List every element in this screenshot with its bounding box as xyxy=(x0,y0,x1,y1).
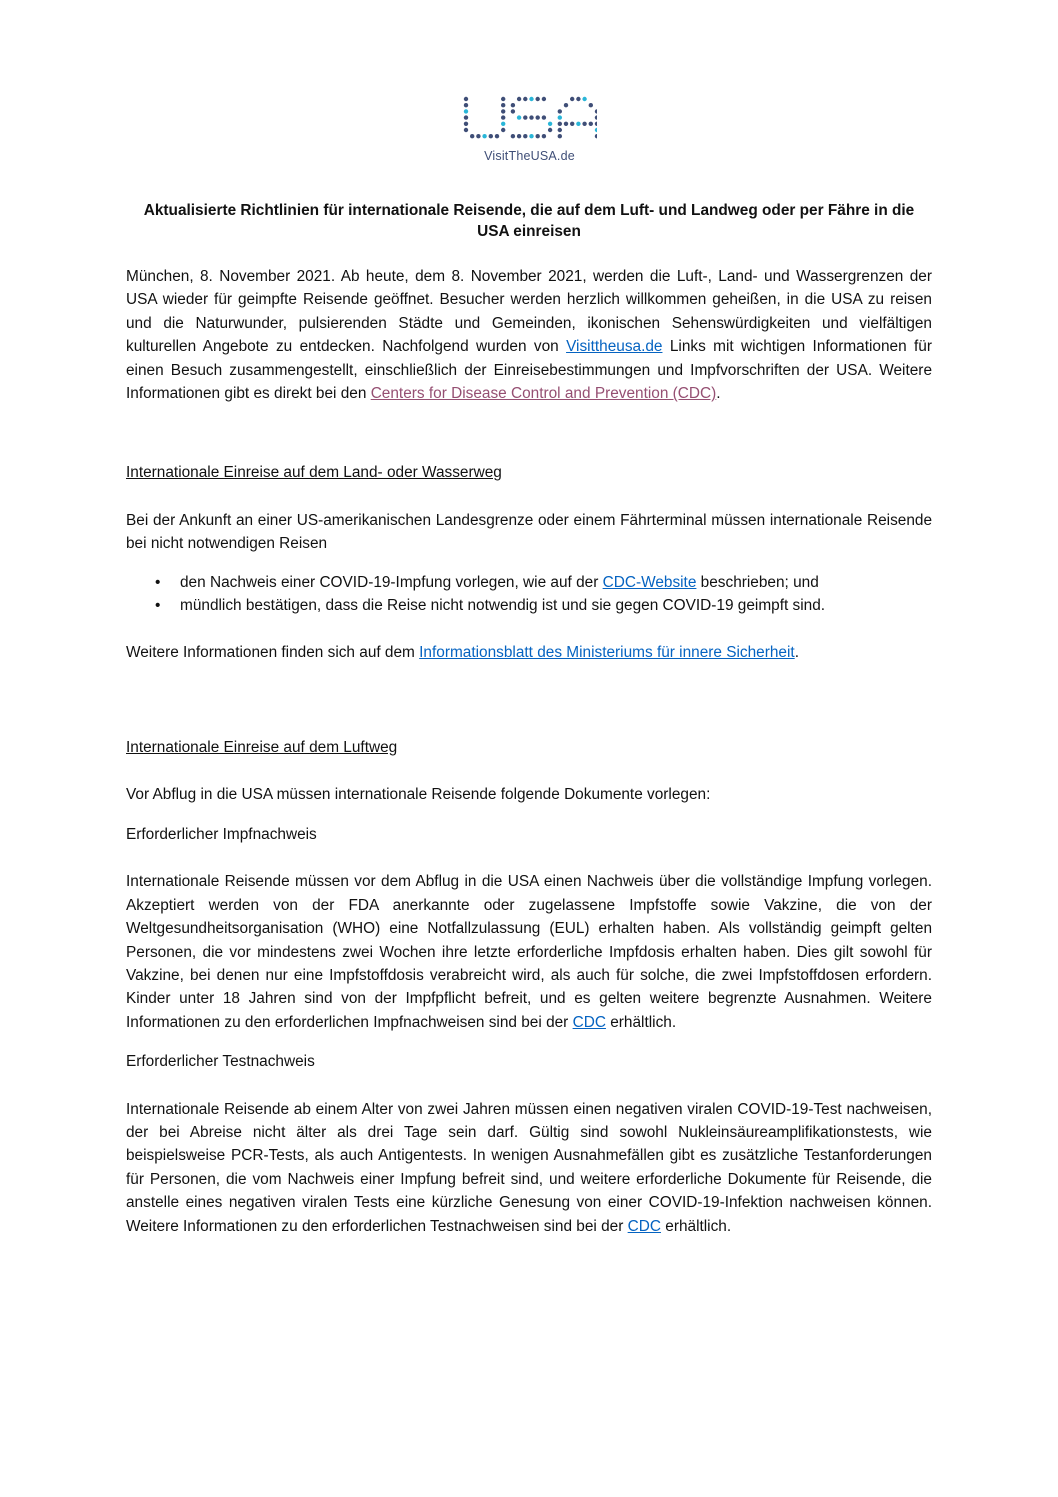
logo-dot xyxy=(476,134,480,138)
vaccination-paragraph: Internationale Reisende müssen vor dem Abflug in die USA einen Nachweis über die vollständige Impfung vorlegen. Akzeptiert werden von der FDA anerkannte oder zugelassene Impfstoffe sowie Vakzine, die von der Weltgesundheitsorganisation (WHO) eine Notfallzulassung (EUL) erhalten haben. Als vollständig geimpft gelten Personen, die vor mindestens zwei Wochen ihre letzte erforderliche Impfdosis erhalten haben. Dies gilt sowohl für Vakzine, bei denen nur eine Impfstoffdosis verabreicht wird, als auch für solche, die zwei Impfstoffdosen erfordern. Kinder unter 18 Jahren sind von der Impfpflicht befreit, und es gelten weitere begrenzte Ausnahmen. Weitere Informationen zu den erforderlichen Impfnachweisen sind bei der CDC erhältlich. xyxy=(126,873,932,1031)
logo-dot xyxy=(582,122,586,126)
intro-paragraph: München, 8. November 2021. Ab heute, dem 8. November 2021, werden die Luft-, Land- und Wassergrenzen der USA wieder für geimpfte Reisende geöffnet. Besucher werden herzlich willkommen geheißen, in die USA zu reisen und die Naturwunder, pulsierenden Städte und Gemeinden, ikonischen Sehenswürdigkeiten und vielfältigen kulturellen Angebote zu entdecken. Nachfolgend wurden von Visittheusa.de Links mit wichtigen Informationen für einen Besuch zusammengestellt, einschließlich der Einreisebestimmungen und Impfvorschriften der USA. Weitere Informationen gibt es direkt bei den Centers for Disease Control and Prevention (CDC). xyxy=(126,268,932,403)
heading-land-sea-entry: Internationale Einreise auf dem Land- oder Wasserweg xyxy=(126,464,502,482)
logo-dot xyxy=(464,109,468,113)
logo-dot xyxy=(501,97,505,101)
logo-dot xyxy=(464,115,468,119)
logo-dot xyxy=(464,122,468,126)
logo-dot xyxy=(564,122,568,126)
logo-dot xyxy=(529,97,533,101)
heading-air-entry: Internationale Einreise auf dem Luftweg xyxy=(126,739,398,757)
logo-dot xyxy=(548,122,552,126)
usa-dot-logo-icon xyxy=(462,93,597,145)
document-body xyxy=(126,265,932,1238)
logo-dot xyxy=(582,97,586,101)
logo-dot xyxy=(529,134,533,138)
logo-dot xyxy=(464,103,468,107)
logo-dot xyxy=(464,97,468,101)
logo-dot xyxy=(570,97,574,101)
bullet-icon: • xyxy=(155,573,161,591)
logo-dot xyxy=(501,115,505,119)
logo-dot xyxy=(482,134,486,138)
cdc-testing-link[interactable]: CDC xyxy=(627,1217,661,1235)
land-sea-more-info: Weitere Informationen finden sich auf dem Informationsblatt des Ministeriums für innere Sicherheit. xyxy=(126,643,799,661)
logo-dot xyxy=(464,128,468,132)
logo-dot xyxy=(536,134,540,138)
land-sea-requirements-list xyxy=(126,571,932,617)
list-item: • mündlich bestätigen, dass die Reise nicht notwendig ist und sie gegen COVID-19 geimpft sind. xyxy=(126,594,932,617)
logo-dot xyxy=(542,115,546,119)
visittheusa-logo xyxy=(462,93,597,165)
logo-dot xyxy=(548,128,552,132)
land-sea-paragraph: Bei der Ankunft an einer US-amerikanischen Landesgrenze oder einem Fährterminal müssen internationale Reisende bei nicht notwendigen Reisen xyxy=(126,511,932,553)
logo-dot xyxy=(536,97,540,101)
logo-dot xyxy=(595,122,597,126)
logo-dot xyxy=(542,97,546,101)
logo-dot xyxy=(558,128,562,132)
logo-dot xyxy=(558,134,562,138)
logo-dot xyxy=(517,134,521,138)
air-intro: Vor Abflug in die USA müssen internationale Reisende folgende Dokumente vorlegen: xyxy=(126,786,711,804)
test-paragraph: Internationale Reisende ab einem Alter von zwei Jahren müssen einen negativen viralen COVID-19-Test nachweisen, der bei Abreise nicht älter als drei Tage sein darf. Gültig sind sowohl Nukleinsäureamplifikationstests, wie beispielsweise PCR-Tests, als auch Antigentests. In wenigen Ausnahmefällen gibt es zusätzliche Testanforderungen für Personen, die vom Nachweis einer Impfung befreit sind, und weitere erforderliche Dokumente für Reisende, die anstelle eines negativen viralen Tests eine kürzliche Genesung von einer COVID-19-Infektion nachweisen können. Weitere Informationen zu den erforderlichen Testnachweisen sind bei der CDC erhältlich. xyxy=(126,1100,932,1235)
logo-dot xyxy=(589,103,593,107)
logo-dot xyxy=(595,134,597,138)
logo-dot xyxy=(501,109,505,113)
logo-dot xyxy=(576,122,580,126)
logo-dot xyxy=(523,134,527,138)
logo-dot xyxy=(536,115,540,119)
list-item: • den Nachweis einer COVID-19-Impfung vorlegen, wie auf der CDC-Website beschrieben; und xyxy=(126,571,932,594)
cdc-website-link[interactable]: CDC-Website xyxy=(602,573,697,591)
logo-dot xyxy=(523,115,527,119)
logo-dot xyxy=(501,122,505,126)
logo-dot xyxy=(517,97,521,101)
logo-dot xyxy=(595,115,597,119)
cdc-centers-link[interactable]: Centers for Disease Control and Prevention (CDC) xyxy=(370,385,717,403)
logo-dot xyxy=(558,115,562,119)
logo-dot xyxy=(523,97,527,101)
logo-dot xyxy=(589,122,593,126)
logo-dot xyxy=(517,115,521,119)
logo-dot xyxy=(570,122,574,126)
document-title: Aktualisierte Richtlinien für internationale Reisende, die auf dem Luft- und Landweg oder per Fähre in die USA einreisen xyxy=(143,202,915,240)
logo-dot xyxy=(495,134,499,138)
cdc-vaccination-link[interactable]: CDC xyxy=(572,1013,606,1031)
logo-dot xyxy=(470,134,474,138)
logo-dot xyxy=(576,97,580,101)
logo-dot xyxy=(511,103,515,107)
logo-dot xyxy=(501,103,505,107)
logo-dot xyxy=(501,128,505,132)
logo-dot xyxy=(564,103,568,107)
vaccination-heading: Erforderlicher Impfnachweis xyxy=(126,825,317,843)
logo-dot xyxy=(558,122,562,126)
logo-dot xyxy=(542,134,546,138)
logo-dot xyxy=(529,115,533,119)
bullet-icon: • xyxy=(155,596,161,614)
logo-text: VisitTheUSA.de xyxy=(484,149,575,163)
visittheusa-link[interactable]: Visittheusa.de xyxy=(566,338,663,356)
logo-dot xyxy=(489,134,493,138)
logo-dot xyxy=(511,109,515,113)
test-heading: Erforderlicher Testnachweis xyxy=(126,1053,315,1071)
logo-dot xyxy=(558,109,562,113)
logo-dot xyxy=(595,128,597,132)
logo-dot xyxy=(511,134,515,138)
dhs-factsheet-link[interactable]: Informationsblatt des Ministeriums für innere Sicherheit xyxy=(419,643,795,661)
logo-dot xyxy=(595,109,597,113)
